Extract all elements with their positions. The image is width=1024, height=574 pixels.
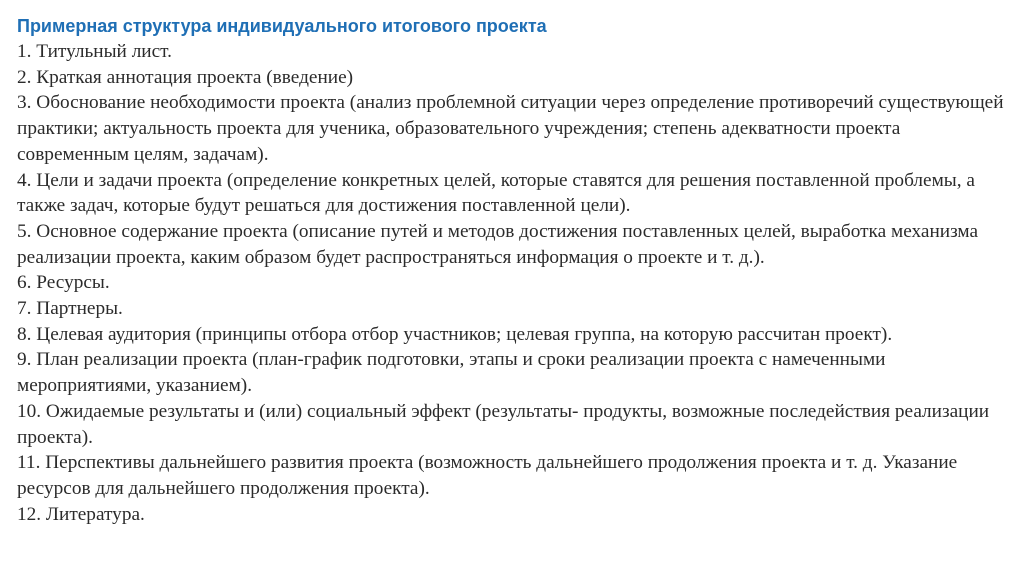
slide-content <box>17 13 1017 527</box>
list-item-7: 7. Партнеры. <box>17 298 123 320</box>
list-item-4: 4. Цели и задачи проекта (определение конкретных целей, которые ставятся для решения поставленной проблемы, а также задач, которые будут решаться для достижения поставленной цели). <box>17 169 975 217</box>
list-item-12: 12. Литература. <box>17 503 145 525</box>
list-item-5: 5. Основное содержание проекта (описание путей и методов достижения поставленных целей, выработка механизма реализации проекта, каким образом будет распространяться информация о проекте и т. д.). <box>17 220 979 268</box>
list-item-10: 10. Ожидаемые результаты и (или) социальный эффект (результаты- продукты, возможные последействия реализации проекта). <box>17 400 990 448</box>
list-item-3: 3. Обоснование необходимости проекта (анализ проблемной ситуации через определение противоречий существующей практики; актуальность проекта для ученика, образовательного учреждения; степень адекватности проекта современным целям, задачам). <box>17 92 1004 165</box>
list-item-11: 11. Перспективы дальнейшего развития проекта (возможность дальнейшего продолжения проекта и т. д. Указание ресурсов для дальнейшего продолжения проекта). <box>17 452 958 499</box>
list-item-8: 8. Целевая аудитория (принципы отбора отбор участников; целевая группа, на которую рассчитан проект). <box>17 323 893 345</box>
list-item-2: 2. Краткая аннотация проекта (введение) <box>17 66 354 88</box>
list-item-9: 9. План реализации проекта (план-график подготовки, этапы и сроки реализации проекта с намеченными мероприятиями, указанием). <box>17 349 886 397</box>
slide-title: Примерная структура индивидуального итогового проекта <box>17 16 547 36</box>
list-item-6: 6. Ресурсы. <box>17 272 110 294</box>
list-item-1: 1. Титульный лист. <box>17 41 172 62</box>
